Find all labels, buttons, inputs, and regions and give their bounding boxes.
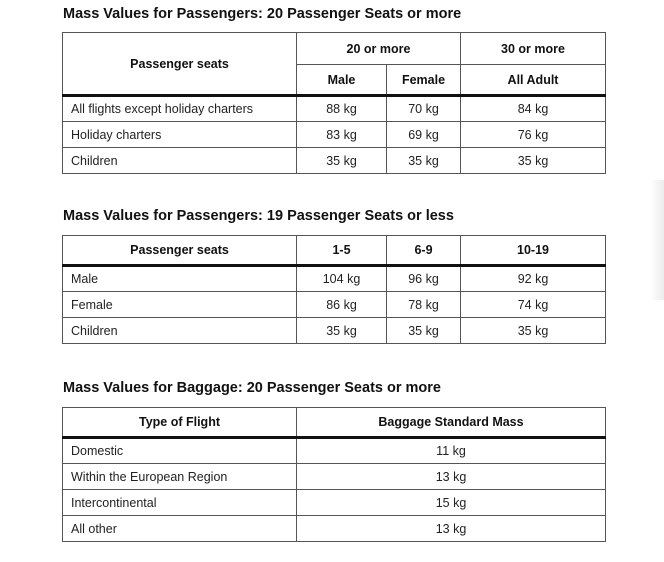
cell-mass: 11 kg — [297, 438, 606, 464]
header-passenger-seats: Passenger seats — [63, 236, 297, 266]
row-label: Within the European Region — [63, 464, 297, 490]
cell-male: 83 kg — [297, 122, 387, 148]
cell-all-adult: 76 kg — [461, 122, 606, 148]
row-label: Holiday charters — [63, 122, 297, 148]
cell-mass: 13 kg — [297, 516, 606, 542]
row-label: Children — [63, 318, 297, 344]
header-30-or-more: 30 or more — [461, 33, 606, 65]
page-edge-shadow — [650, 180, 664, 300]
cell-all-adult: 35 kg — [461, 148, 606, 174]
table-row — [63, 464, 606, 490]
header-male: Male — [297, 65, 387, 96]
cell-1-5: 86 kg — [297, 292, 387, 318]
table-header-row — [63, 236, 606, 266]
header-6-9: 6-9 — [387, 236, 461, 266]
cell-all-adult: 84 kg — [461, 96, 606, 122]
table-row — [63, 292, 606, 318]
table-row — [63, 122, 606, 148]
header-20-or-more: 20 or more — [297, 33, 461, 65]
cell-female: 69 kg — [387, 122, 461, 148]
cell-mass: 13 kg — [297, 464, 606, 490]
cell-male: 35 kg — [297, 148, 387, 174]
row-label: All other — [63, 516, 297, 542]
table-row — [63, 148, 606, 174]
header-10-19: 10-19 — [461, 236, 606, 266]
passenger-mass-table-20-plus — [62, 32, 606, 174]
row-label: Domestic — [63, 438, 297, 464]
row-label: Female — [63, 292, 297, 318]
table-header-row — [63, 408, 606, 438]
row-label: Intercontinental — [63, 490, 297, 516]
header-baggage-standard-mass: Baggage Standard Mass — [297, 408, 606, 438]
cell-10-19: 35 kg — [461, 318, 606, 344]
row-label: Children — [63, 148, 297, 174]
header-all-adult: All Adult — [461, 65, 606, 96]
section3-title: Mass Values for Baggage: 20 Passenger Seats or more — [63, 380, 441, 396]
header-female: Female — [387, 65, 461, 96]
row-label: Male — [63, 266, 297, 292]
baggage-mass-table — [62, 407, 606, 542]
table-row — [63, 438, 606, 464]
cell-6-9: 96 kg — [387, 266, 461, 292]
cell-female: 70 kg — [387, 96, 461, 122]
table-row — [63, 490, 606, 516]
cell-6-9: 78 kg — [387, 292, 461, 318]
table-row — [63, 516, 606, 542]
header-1-5: 1-5 — [297, 236, 387, 266]
table-header-row — [63, 33, 606, 65]
cell-10-19: 92 kg — [461, 266, 606, 292]
section2-title: Mass Values for Passengers: 19 Passenger Seats or less — [63, 208, 454, 224]
cell-10-19: 74 kg — [461, 292, 606, 318]
cell-1-5: 104 kg — [297, 266, 387, 292]
section1-title: Mass Values for Passengers: 20 Passenger Seats or more — [63, 6, 462, 22]
cell-6-9: 35 kg — [387, 318, 461, 344]
cell-mass: 15 kg — [297, 490, 606, 516]
table-row — [63, 318, 606, 344]
row-label: All flights except holiday charters — [63, 96, 297, 122]
cell-female: 35 kg — [387, 148, 461, 174]
cell-male: 88 kg — [297, 96, 387, 122]
table-row — [63, 96, 606, 122]
header-type-of-flight: Type of Flight — [63, 408, 297, 438]
cell-1-5: 35 kg — [297, 318, 387, 344]
header-passenger-seats: Passenger seats — [63, 33, 297, 96]
table-row — [63, 266, 606, 292]
passenger-mass-table-19-less — [62, 235, 606, 344]
